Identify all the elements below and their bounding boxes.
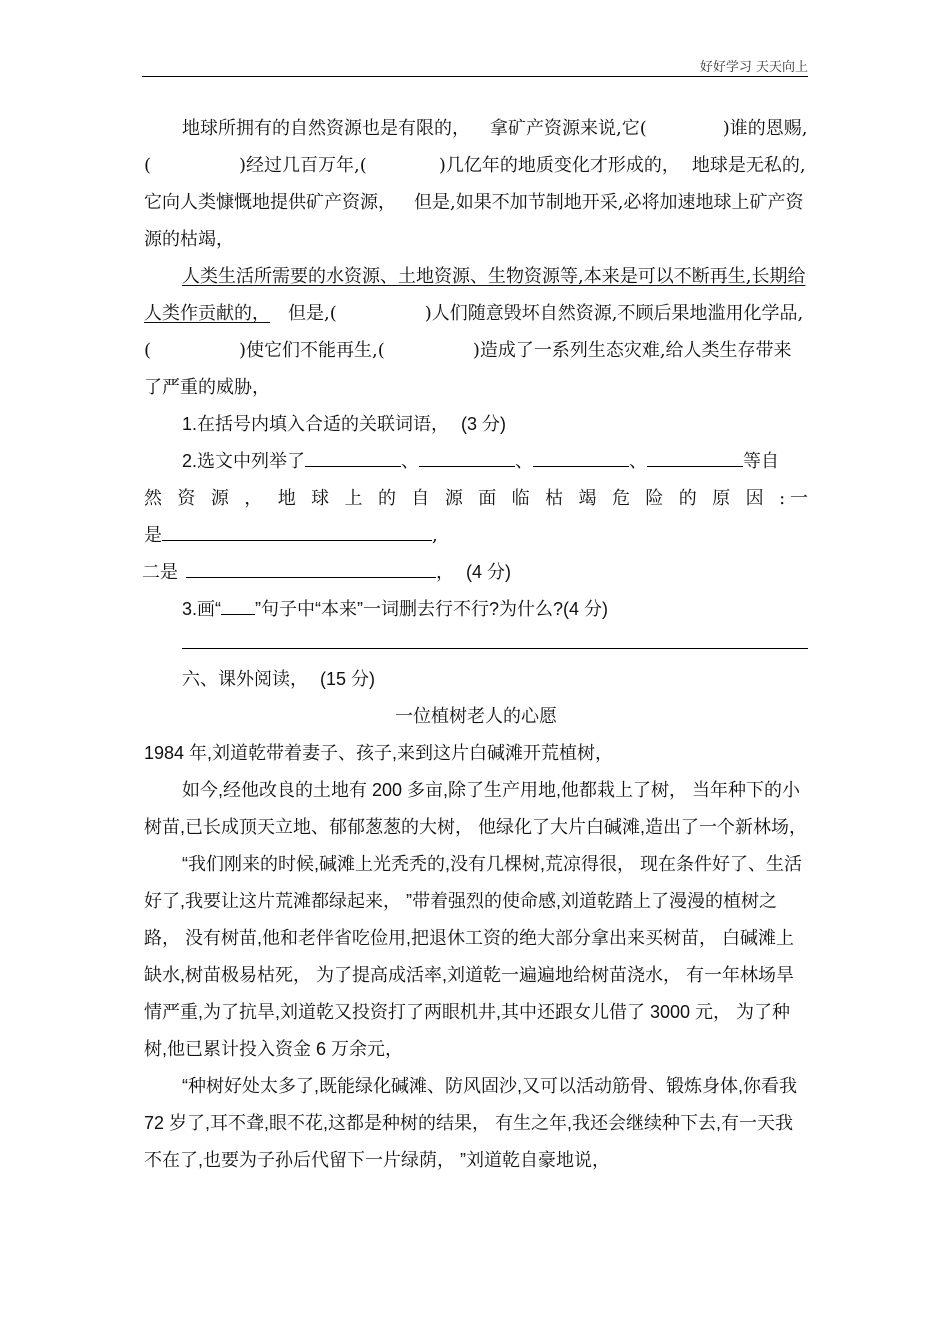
answer-blank-resource-3[interactable] [533,446,629,467]
answer-blank-resource-4[interactable] [647,446,743,467]
question-2-reason-2: 二是 ， (4 分) [142,554,808,591]
article-paragraph-1: 1984 年,刘道乾带着妻子、孩子,来到这片白碱滩开荒植树， [144,743,614,763]
question-3: 3.画“ ”句子中“本来”一词删去行不行?为什么?(4 分) [144,591,808,628]
page-header: 好好学习 天天向上 [699,60,808,75]
answer-blank-reason-2[interactable] [186,557,436,578]
article-title: 一位植树老人的心愿 [395,706,557,727]
underlined-sentence: 人类生活所需要的水资源、土地资源、生物资源等,本来是可以不断再生,长期给人类作贡献的， [144,266,806,324]
passage-paragraph-1: 地球所拥有的自然资源也是有限的， 拿矿产资源来说,它( )谁的恩赐,( )经过几百万年,( )几亿年的地质变化才形成的， 地球是无私的,它向人类慷慨地提供矿产资源， 但是,如果不加节制地开采,必将加速地球上矿产资源的枯竭， [144,118,808,250]
passage-paragraph-2: 人类生活所需要的水资源、土地资源、生物资源等,本来是可以不断再生,长期给人类作贡献的， 但是,( )人们随意毁坏自然资源,不顾后果地滥用化学品,( )使它们不能再生,( )造成了一系列生态灾难,给人类生存带来了严重的威胁， [144,266,806,398]
worksheet-content [144,110,808,1179]
question-2: 2.选文中列举了 、 、 、 等自 [144,443,808,480]
question-2-reason-1: 是 , [144,517,808,554]
answer-blank-reason-1[interactable] [162,520,432,541]
article-paragraph-2: 如今,经他改良的土地有 200 多亩,除了生产用地,他都栽上了树， 当年种下的小树苗,已长成顶天立地、郁郁葱葱的大树， 他绿化了大片白碱滩,造出了一个新林场， [144,780,807,837]
article-paragraph-4: “种树好处太多了,既能绿化碱滩、防风固沙,又可以活动筋骨、锻炼身体,你看我 72 岁了,耳不聋,眼不花,这都是种树的结果， 有生之年,我还会继续种下去,有一天我不在了,也要为子孙后代留下一片绿荫， ”刘道乾自豪地说， [144,1076,797,1170]
article-paragraph-3: “我们刚来的时候,碱滩上光秃秃的,没有几棵树,荒凉得很， 现在条件好了、生活好了,我要让这片荒滩都绿起来， ”带着强烈的使命感,刘道乾踏上了漫漫的植树之路， 没有树苗,他和老伴省吃俭用,把退休工资的绝大部分拿出来买树苗， 白碱滩上缺水,树苗极易枯死， 为了提高成活率,刘道乾一遍遍地给树苗浇水， 有一年林场旱情严重,为了抗旱,刘道乾又投资打了两眼机井,其中还跟女儿借了 3000 元， 为了种树,他已累计投入资金 6 万余元， [144,854,802,1059]
question-2-line-2: 然 资 源 ， 地 球 上 的 自 源 面 临 枯 竭 危 险 的 原 因 :一 [144,488,808,509]
answer-line-question-3[interactable] [182,628,808,649]
header-rule [142,76,808,77]
answer-blank-resource-1[interactable] [305,446,401,467]
section-6-heading: 六、课外阅读， (15 分) [182,669,376,689]
question-1: 1.在括号内填入合适的关联词语， (3 分) [182,414,507,434]
underline-mark-sample [221,594,255,615]
answer-blank-resource-2[interactable] [419,446,515,467]
